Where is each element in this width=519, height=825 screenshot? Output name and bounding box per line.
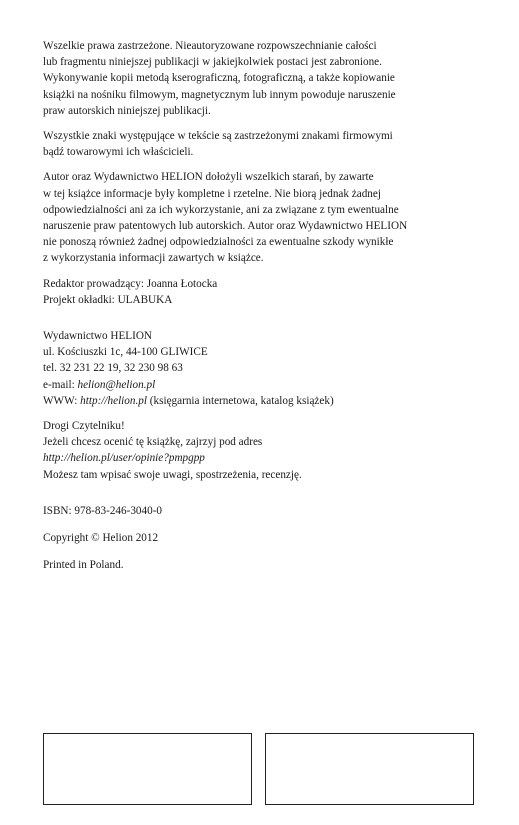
publisher-info: [43, 328, 483, 409]
trademarks-line: bądź towarowymi ich właścicieli.: [43, 146, 194, 159]
copyright: Copyright © Helion 2012: [43, 532, 159, 545]
copyright-block: [43, 530, 483, 546]
rights-line: Wszelkie prawa zastrzeżone. Nieautoryzowane rozpowszechnianie całości: [43, 40, 377, 52]
rights-line: praw autorskich niniejszej publikacji.: [43, 104, 211, 117]
publisher-name: Wydawnictwo HELION: [43, 330, 152, 343]
opinion-link[interactable]: http://helion.pl/user/opinie?pmpgpp: [43, 452, 205, 465]
publisher-email-row: [43, 377, 483, 393]
cover-credit: Projekt okładki: ULABUKA: [43, 293, 173, 306]
reader-note: [43, 418, 483, 483]
reader-url-row: [43, 450, 483, 466]
disclaimer-line: naruszenie praw patentowych lub autorskich. Autor oraz Wydawnictwo HELION: [43, 220, 408, 233]
reader-comment: Możesz tam wpisać swoje uwagi, spostrzeżenia, recenzję.: [43, 468, 302, 481]
www-link[interactable]: http://helion.pl: [80, 394, 147, 407]
blank-frame-left: [43, 733, 252, 805]
www-note: (księgarnia internetowa, katalog książek): [146, 394, 334, 407]
rights-line: lub fragmentu niniejszej publikacji w jakiejkolwiek postaci jest zabronione.: [43, 56, 382, 69]
isbn-block: [43, 503, 483, 519]
isbn: ISBN: 978-83-246-3040-0: [43, 504, 163, 517]
publisher-phone: tel. 32 231 22 19, 32 230 98 63: [43, 362, 183, 375]
www-label: WWW:: [43, 394, 81, 407]
printed-in: Printed in Poland.: [43, 559, 124, 572]
disclaimer-line: Autor oraz Wydawnictwo HELION dołożyli wszelkich starań, by zawarte: [43, 171, 374, 184]
disclaimer-line: w tej książce informacje były kompletne i rzetelne. Nie biorą jednak żadnej: [43, 187, 381, 200]
email-label: e-mail:: [43, 378, 78, 391]
copyright-page: [43, 38, 483, 573]
editor-credit: Redaktor prowadzący: Joanna Łotocka: [43, 277, 218, 290]
reader-prompt: Jeżeli chcesz ocenić tę książkę, zajrzyj pod adres: [43, 436, 263, 449]
disclaimer-line: odpowiedzialności ani za ich wykorzystanie, ani za związane z tym ewentualne: [43, 203, 399, 216]
rights-line: książki na nośniku filmowym, magnetycznym lub innym powoduje naruszenie: [43, 88, 396, 101]
rights-notice: [43, 38, 483, 119]
disclaimer-line: nie ponoszą również żadnej odpowiedzialności za ewentualne szkody wynikłe: [43, 236, 394, 249]
rights-line: Wykonywanie kopii metodą kserograficzną, fotograficzną, a także kopiowanie: [43, 72, 395, 85]
trademarks-notice: [43, 128, 483, 160]
publisher-address: ul. Kościuszki 1c, 44-100 GLIWICE: [43, 346, 208, 359]
disclaimer-line: z wykorzystania informacji zawartych w książce.: [43, 252, 264, 265]
email-link[interactable]: helion@helion.pl: [77, 378, 156, 391]
publisher-www-row: [43, 393, 483, 409]
trademarks-line: Wszystkie znaki występujące w tekście są zastrzeżonymi znakami firmowymi: [43, 130, 393, 143]
printed-block: [43, 557, 483, 573]
credits: [43, 276, 483, 308]
disclaimer-notice: [43, 169, 483, 266]
reader-greeting: Drogi Czytelniku!: [43, 420, 125, 433]
blank-frame-right: [265, 733, 474, 805]
